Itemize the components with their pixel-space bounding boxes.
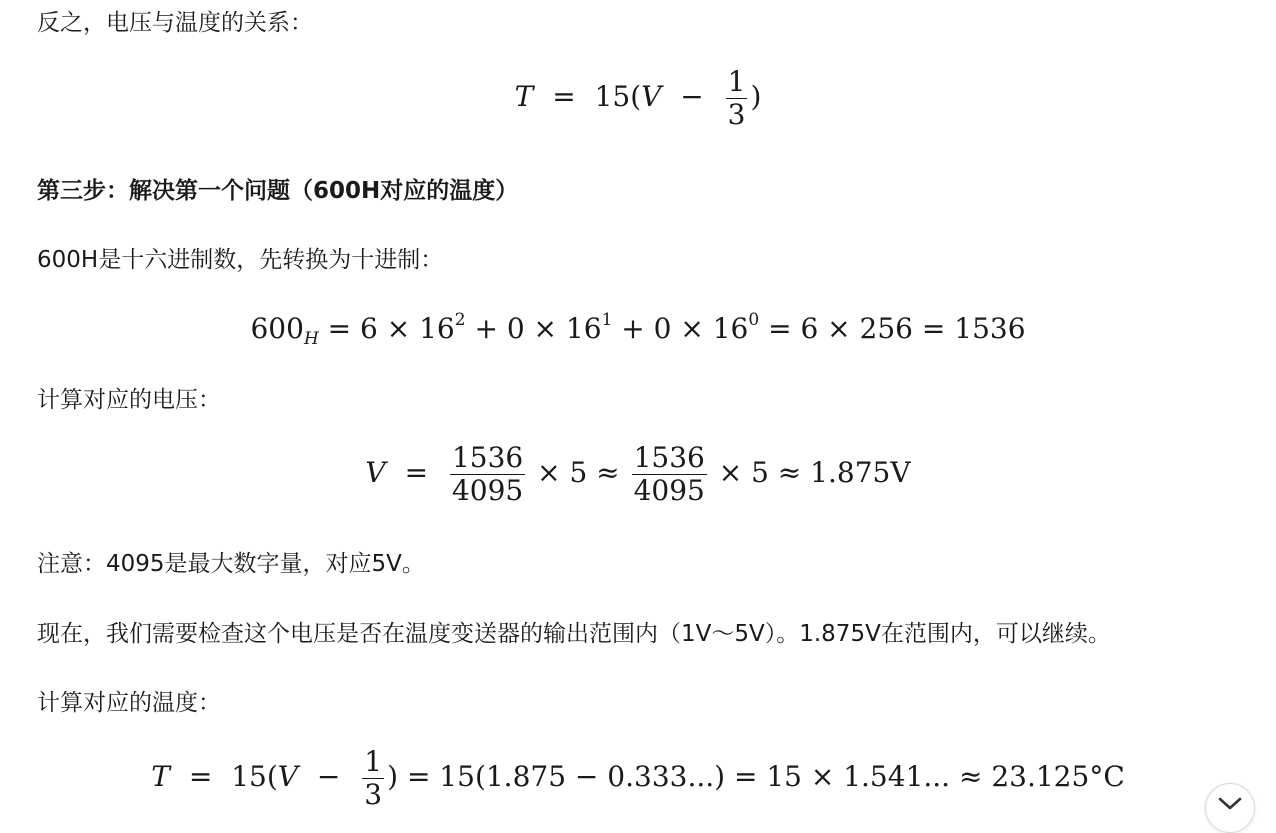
eq2-base: 600 [250, 312, 304, 345]
eq3-frac1-denominator: 4095 [451, 474, 524, 508]
eq4-frac-numerator: 1 [364, 745, 383, 778]
equation-voltage-temperature [0, 66, 1276, 131]
range-check-text: 现在，我们需要检查这个电压是否在温度变送器的输出范围内（1V～5V）。1.875V在范围内，可以继续。 [37, 621, 1111, 647]
equation-voltage [0, 442, 1276, 507]
eq1-frac-denominator: 3 [727, 98, 746, 132]
eq2-exp-3: 0 [748, 310, 760, 330]
eq1-frac-numerator: 1 [727, 65, 746, 98]
equation-temperature-result [0, 746, 1276, 811]
eq2-term-2: + 0 × 16 [474, 312, 602, 345]
eq3-fraction-2 [632, 442, 707, 507]
eq4-frac-denominator: 3 [364, 778, 383, 812]
eq4-var: V [277, 760, 299, 794]
eq2-term-3: + 0 × 16 [621, 312, 749, 345]
eq4-fraction [362, 746, 384, 811]
eq3-frac2-denominator: 4095 [633, 474, 705, 508]
eq3-lhs: V [365, 456, 386, 490]
eq2-exp-1: 2 [454, 310, 466, 330]
eq1-close: ) [750, 80, 762, 114]
step3-heading: 第三步：解决第一个问题（600H对应的温度） [37, 178, 519, 204]
eq4-minus: − [316, 760, 341, 794]
eq3-frac1-numerator: 1536 [451, 441, 524, 474]
eq3-tail: × 5 ≈ 1.875V [718, 456, 911, 490]
eq1-lhs: T [514, 80, 534, 114]
eq2-term-4: = 6 × 256 = 1536 [768, 312, 1026, 345]
eq2-exp-2: 1 [601, 310, 613, 330]
eq2-subscript: H [303, 329, 319, 349]
eq1-fraction [726, 66, 748, 131]
eq1-equals: = [552, 80, 576, 114]
eq1-coef: 15( [594, 80, 642, 114]
eq4-lhs: T [151, 760, 170, 794]
eq3-frac2-numerator: 1536 [633, 441, 705, 474]
temperature-intro-text: 计算对应的温度： [37, 690, 221, 716]
eq1-minus: − [680, 80, 704, 114]
eq3-middle: × 5 ≈ [537, 456, 620, 490]
eq4-coef: 15( [231, 760, 278, 794]
eq4-equals: = [188, 760, 213, 794]
eq1-var: V [641, 80, 662, 114]
eq3-fraction-1 [450, 442, 525, 507]
eq2-term-1: = 6 × 16 [327, 312, 455, 345]
eq3-equals: = [404, 456, 429, 490]
intro-text: 反之，电压与温度的关系： [37, 10, 313, 36]
hex-intro-text: 600H是十六进制数，先转换为十进制： [37, 247, 444, 273]
equation-hex-conversion [0, 310, 1276, 349]
chevron-down-icon [1217, 796, 1243, 812]
note-text: 注意：4095是最大数字量，对应5V。 [37, 551, 425, 577]
eq4-tail: ) = 15(1.875 − 0.333...) = 15 × 1.541... ≈ 23.125°C [387, 760, 1125, 794]
voltage-intro-text: 计算对应的电压： [37, 387, 221, 413]
